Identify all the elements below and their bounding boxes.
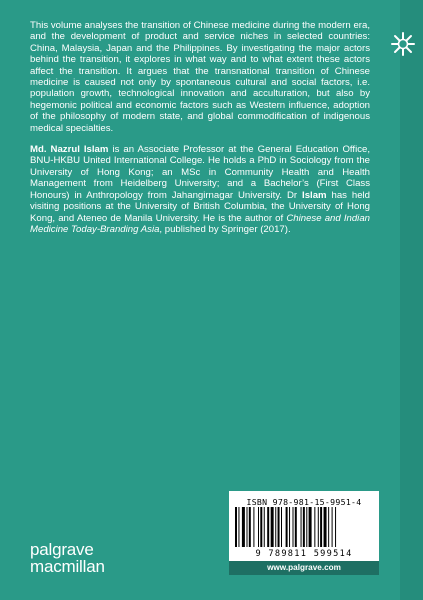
barcode-panel [229, 491, 379, 561]
author-surname: Islam [302, 189, 327, 201]
author-name: Md. Nazrul Islam [30, 144, 109, 156]
publisher-logo [30, 541, 105, 575]
bio-text-3: , published by Springer (2017). [159, 223, 291, 235]
previous-book-title: Chinese and Indian Medicine Today-Branding Asia [30, 212, 370, 235]
palgrave-star-icon [385, 26, 421, 62]
book-description: This volume analyses the transition of Chinese medicine during the modern era, and the development of product and service niches in selected countries: China, Malaysia, Japan and the Philippines. By investigating the major actors behind the transition, it explores in what way and to what extent these actors affect the transition. It argues that the transnational transition of Chinese medicine is caused not only by spontaneous cultural and social factors, i.e. population growth, technological innovation and acculturation, but also by hegemonic political and economic factors such as Western influence, adoption of the philosophy of modern state, and global commodification of indigenous medical specialties. [30, 20, 370, 134]
bio-text-2: has held visiting positions at the University of British Columbia, the University of Hong Kong, and Ateneo de Manila University. He is the author of [30, 189, 371, 224]
author-bio [30, 144, 370, 235]
publisher-website[interactable]: www.palgrave.com [229, 561, 379, 575]
isbn-label: ISBN 978-981-15-9951-4 [246, 497, 362, 507]
bio-text-1: is an Associate Professor at the General Education Office, BNU-HKBU United International College. He holds a PhD in Sociology from the University of Hong Kong; an MSc in Community Health and Health Management from Heidelberg University; and a Bachelor’s (First Class Honours) in Anthropology from Jahangirnagar University. Dr [30, 144, 370, 201]
barcode-icon [235, 507, 373, 547]
publisher-line-1: palgrave [30, 540, 94, 559]
publisher-line-2: macmillan [30, 557, 105, 576]
barcode-digits: 9 789811 599514 [255, 549, 353, 559]
spine-strip [400, 0, 423, 600]
back-cover-text [30, 20, 370, 245]
